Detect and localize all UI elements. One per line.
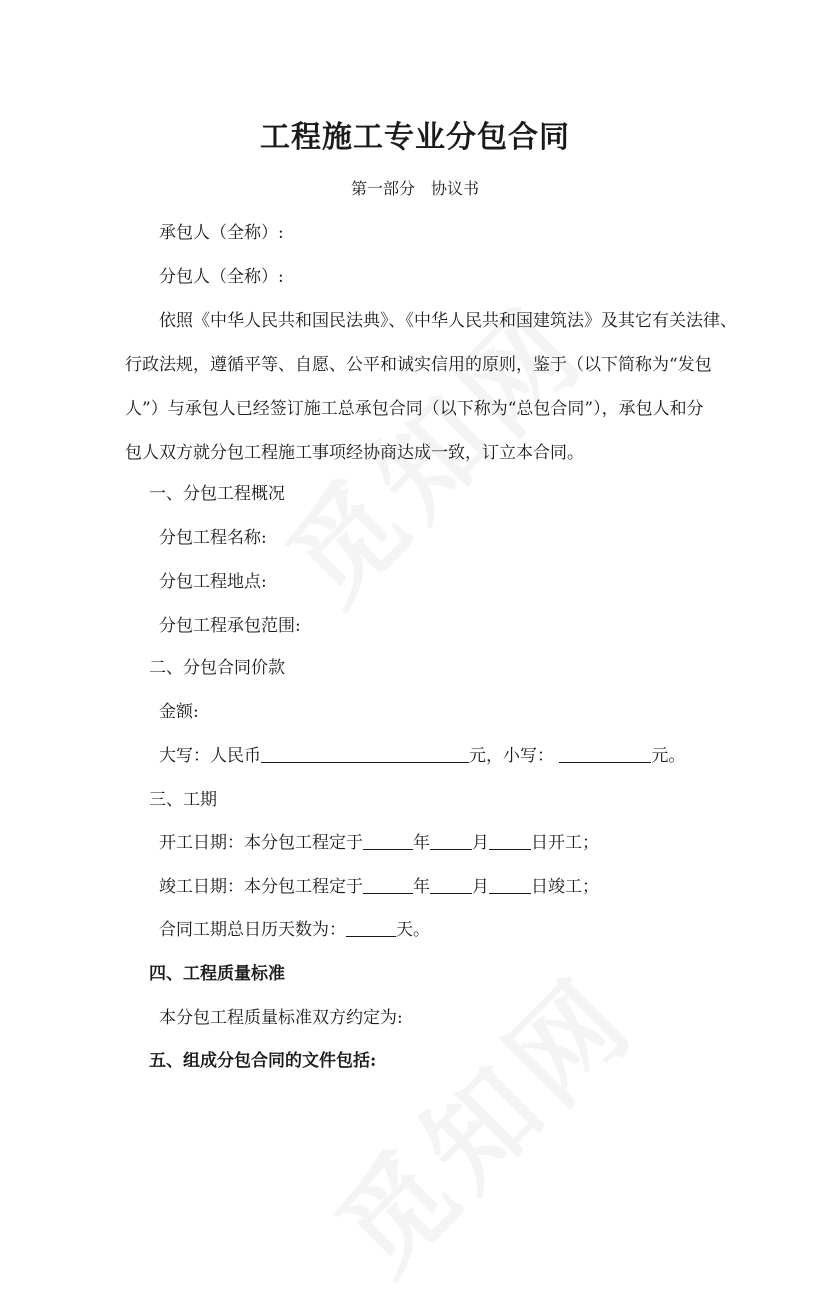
project-name-line: 分包工程名称: (159, 528, 267, 548)
contractor-line: 承包人（全称）: (159, 223, 284, 243)
finish-date-line: 竣工日期：本分包工程定于 年 月 日竣工； (159, 877, 599, 897)
amount-upper-prefix: 大写：人民币 (159, 746, 261, 766)
quality-standard-line: 本分包工程质量标准双方约定为: (159, 1008, 403, 1028)
total-days-line: 合同工期总日历天数为： 天。 (159, 920, 430, 940)
project-location-line: 分包工程地点: (159, 572, 267, 592)
intro-line-1: 依照《中华人民共和国民法典》、《中华人民共和国建筑法》及其它有关法律、 (159, 311, 737, 331)
section-heading: 二、分包合同价款 (149, 658, 285, 678)
finish-year-blank[interactable] (363, 875, 413, 894)
document-title: 工程施工专业分包合同 (260, 120, 570, 155)
amount-upper-blank[interactable] (261, 744, 469, 763)
intro-line-2: 行政法规，遵循平等、自愿、公平和诚实信用的原则，鉴于（以下简称为“发包 (125, 355, 712, 375)
project-scope-line: 分包工程承包范围: (159, 616, 301, 636)
section-heading: 一、分包工程概况 (149, 484, 285, 504)
section-heading: 三、工期 (149, 790, 217, 810)
document-subtitle: 第一部分 协议书 (350, 179, 479, 198)
amount-lower-blank[interactable] (559, 744, 651, 763)
start-month-blank[interactable] (430, 831, 472, 850)
total-days-blank[interactable] (346, 918, 396, 937)
start-year-blank[interactable] (363, 831, 413, 850)
amount-line: 金额: (159, 702, 199, 722)
start-date-line: 开工日期：本分包工程定于 年 月 日开工； (159, 833, 599, 853)
amount-words-line (159, 744, 685, 768)
intro-line-4: 包人双方就分包工程施工事项经协商达成一致，订立本合同。 (125, 443, 584, 463)
finish-month-blank[interactable] (430, 875, 472, 894)
intro-line-3: 人”）与承包人已经签订施工总承包合同（以下称为“总包合同”），承包人和分 (125, 399, 704, 419)
watermark (297, 936, 663, 1302)
amount-lower-unit: 元。 (651, 746, 686, 766)
finish-day-blank[interactable] (489, 875, 531, 894)
section-heading: 四、工程质量标准 (149, 964, 285, 984)
start-day-blank[interactable] (489, 831, 531, 850)
amount-upper-unit: 元，小写： (469, 746, 554, 766)
subcontractor-line: 分包人（全称）: (159, 267, 284, 287)
section-heading: 五、组成分包合同的文件包括: (149, 1051, 377, 1071)
